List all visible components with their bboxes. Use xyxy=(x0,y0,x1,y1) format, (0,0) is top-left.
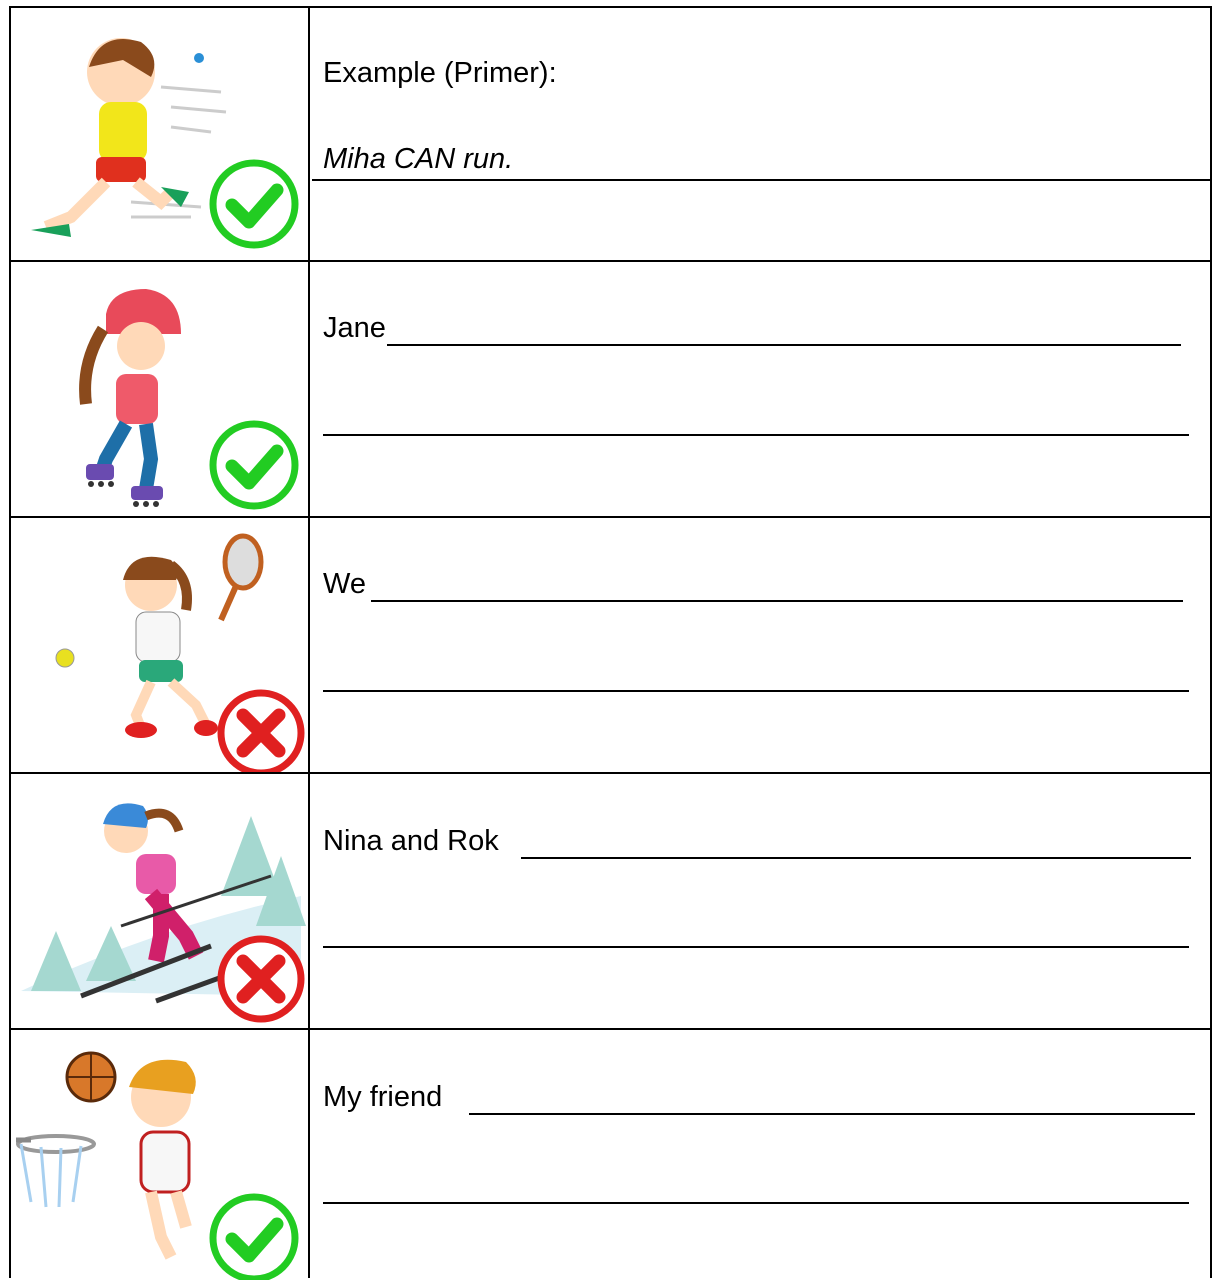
prompt-label: Jane xyxy=(323,312,386,344)
answer-blank[interactable] xyxy=(469,1113,1195,1115)
cross-icon xyxy=(11,776,307,1030)
table-row xyxy=(9,260,1212,518)
prompt-label: We xyxy=(323,568,366,600)
table-row xyxy=(9,6,1212,262)
answer-blank[interactable] xyxy=(323,946,1189,948)
running-boy-image xyxy=(11,12,307,262)
answer-blank[interactable] xyxy=(387,344,1181,346)
answer-blank[interactable] xyxy=(521,857,1191,859)
answer-blank[interactable] xyxy=(323,1202,1189,1204)
prompt-label: My friend xyxy=(323,1081,443,1113)
check-icon xyxy=(11,264,307,518)
example-answer: Miha CAN run. xyxy=(323,143,514,175)
table-row xyxy=(9,516,1212,774)
table-row xyxy=(9,1028,1212,1280)
skiing-girl-image xyxy=(11,776,307,1030)
check-icon xyxy=(11,12,307,262)
answer-line xyxy=(312,179,1210,181)
tennis-girl-image xyxy=(11,520,307,774)
rollerblading-girl-image xyxy=(11,264,307,518)
answer-blank[interactable] xyxy=(323,434,1189,436)
answer-blank[interactable] xyxy=(323,690,1189,692)
cross-icon xyxy=(11,520,307,774)
worksheet-table xyxy=(9,6,1212,1278)
check-icon xyxy=(11,1032,307,1280)
answer-blank[interactable] xyxy=(371,600,1183,602)
table-row xyxy=(9,772,1212,1030)
prompt-label: Nina and Rok xyxy=(323,825,499,857)
example-label: Example (Primer): xyxy=(323,57,557,89)
basketball-boy-image xyxy=(11,1032,307,1280)
